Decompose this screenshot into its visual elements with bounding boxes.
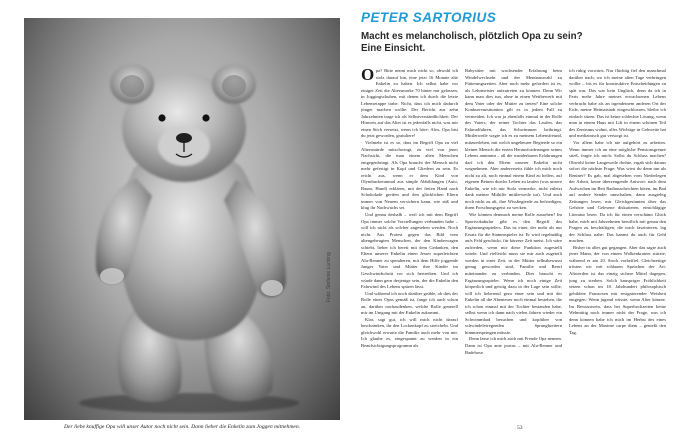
- paragraph: Und genau deshalb – weil ich mit dem Begriff Opa immer solche Vorstellungen verbunden habe – will ich nicht als solcher angesehen werden. Noch nicht. Aus Protest gegen das Bild vom altengebeugten Menschen, der den Kinderwagen schiebt, lieber ich bereit mit dem Gedanken, den Eltern unserer Enkelin einen Jesser superleichten Alu-Renner zu spendieren, mit dem Hilfe joggende Junger Vater und Mütter ihre Kinder im Geschwindschritt vor sich hertreiben. Und ich würde dann gern derjenige sein, der die Enkelin den Fahrwind des Lebens spüren lässt.: [361, 212, 458, 290]
- author-name: PETER SARTORIUS: [361, 10, 497, 25]
- paragraph: Vor allem habe ich nie aufgehört zu arbeiten. Wenn immer ich an eine mögliche Pensionsgrenze stieß, fragte ich mich: Sollst du Schluss machen? Obwohl keine Langeweile drohte, ergab sich daraus sofort die nächste Frage: Was wirst du denn tun als Rentner? Es gab, mal abgesehen vom Niederlegen der Arbeit, keine überzeugende Antwort: nach dem Aufwachen im Bett Radionachrichten hören, im Bad auf andere Sender umschalten, dann ausgiebig Zeitungen lesen, mir Gleichgesinnten über das Gehörte und Gelesene diskutieren, einschlägige Literatur lesen. Da ich für einen verschämt Glück habe, mich mit Jahrzehnten beruflich mit genau den Fragen zu beschäftigen, die mich faszinieren, lag der Schluss nahe: Das kannst du auch für Geld machen.: [569, 140, 666, 244]
- teddy-bear-icon: [24, 18, 340, 420]
- paragraph: Opa? Bitte nennt mich nicht so, obwohl ich stolz darauf bin, eine jetzt 16 Monate alte Enkelin zu haben. Ich selbst habe vor einiger Zeit die Altersmarke 70 hinter mir gelassen, in Joggingschuhen, mit denen ich durch die letzte Lebensetappe trabe. Nicht, dass ich mich dadurch jünger machen wollte. Der Bericht aus zehn Jahrzehnten trage ich als Selbstverständlichkeit. Der Hinweis auf das Alter ist es jedenfalls nicht, was mir einen Stich versetzt, wenn ich höre: Alex, Opa bist du jetzt geworden, gratuliere!: [361, 68, 458, 139]
- text-column-2: [465, 68, 562, 420]
- text-column-3: [569, 68, 666, 420]
- photo-caption: Der liebe knuffige Opa will unser Autor noch nicht sein. Dann lieber die Enkelin zum Joggen mitnehmen.: [64, 424, 301, 430]
- paragraph: Bisher ist alles gut gegangen. Aber das sagte auch jener Mann, der von einem Wolkenkratzer stürzte, während er am 20. Stock vorbeifiel. Gleichzeitige trösten wir mit schlauen Sprüchen der Art: Altwerden ist das einzig sichere Mittel dagegen, jung zu sterben. Solch knuspriger Fröhlichkeit setzen schon im 18. Jahrhundert philosophisch gebildete Franzosen mit resignierender Weisheit entgegen: Wenn jugend wüsste, wenn Alter könnte. Im Bewusstsein, dass bei Superhochzeiten keine Wehmütig noch immer nicht der Frage, was ich denn können habe ich mich im Herbst des eines Lebens an der Maxime carpe diem – genießt den Tag.: [569, 244, 666, 335]
- page-number: 53: [517, 425, 523, 431]
- photo-credit: Foto: Stefanie Lucking: [326, 252, 332, 302]
- paragraph: Denn lasse ich mich auch mit Freude Opa nennen. Dann ist Opa ante portas – mit Alu-Renner und Badehose.: [465, 336, 562, 355]
- drop-cap: O: [361, 68, 375, 84]
- headline-line-2: Eine Einsicht.: [361, 43, 426, 54]
- headline-line-1: Macht es melancholisch, plötzlich Opa zu sein?: [361, 31, 583, 42]
- paragraph: Babysitter mit wachsender Erfahrung beim Windelwechseln und der Menüauswahl zu Fütterungszeiten. Aber noch mehr gefordert ist es, als Lehrmeister aufzutreten zu können. Denn Wir kann man dies tun, ohne in einen Wettbewerb mit dem Vater oder der Mutter zu treten? Eine solche Konkurrenzsituation gilt es in jedem Fall zu vermeiden. Ich war ja ebenfalls einmal in der Rolle des Vaters, der seiner Tochter das Laufen, das Fahrradfahren, das Schwimmen beibringt. Mittlerweile wagte ich es zu meinem Lebensfreund, mitzuerleben, mit welch ungeheurer Begierde so ein kleiner Mensch die ersten Herausforderungen seines Lebens annimmt – all die wunderbaren Erfahrungen darf ich den Eltern unserer Enkelin nicht wegnehmen. Aber andererseits fühle ich mich noch nicht zu alt, noch einmal einem Kind zu helfen, auf eigenen Beinen durchs Leben zu laufen (was unsere Enkelin, wie ich mir Stolz vermerke, nicht zuletzt dank meiner Mithilfe mittlerweile tut). Und auch noch nicht zu alt, ihre Wissbegierde zu befriedigen, ihren Forschungsgeist zu wecken.: [465, 68, 562, 211]
- paragraph: ich ruhig vorwärts. Nur flüchtig fiel den manchmal darüber nach, wo ich meine alten Tage verbringen wollte – bis es für konstruktive Entscheidungen zu spät war. Das war kein Unglück, denn da ich in Paris mehr Jahre meines erwachsenen Lebens verbracht habe als an irgendeinem anderen Ort der Erde, meine Heimatstadt eingeschlossen, bleibe ich einfach sitzen. Das ist keine schlechte Lösung, wenn man in einem Haus mit Lift in einem schönen Teil des Zentrums wohnt, alles Wichtige in Gehweite hat und medizinisch gut versorgt ist.: [569, 68, 666, 139]
- paragraph: Und während ich noch darüber grüble, ob dies der Rolle eines Opas gemäß ist, fange ich auch schon an, darüber nachzudenken, welche Rolle generell mir im Umgang mit der Enkelin zukommt.: [361, 290, 458, 316]
- text-column-1: [361, 68, 458, 420]
- headline: [361, 31, 661, 55]
- paragraph: Wie können demnach meine Rolle aussehen? Im Sportvokabular gibt es den Begriff des Ergänzungsspielers. Das ist einer, der mehr als nur Ersatz für die Stammspieler ist. Er wird regelmäßig aufs Feld geschickt, für kürzere Zeit meist. Ich wäre zufrieden, wenn mir diese Funktion zugestellt würde. Und vielleicht muss sie mir auch zugeteilt werden in einer Zeit, in der Mütter selbstbewusst genug geworden sind, Familie und Beruf miteinander zu verbinden. Dies braucht es Ergänzungsspieler. Wenn ich noch einige Zeit körperlich und geistig dazu in der Lage sein sollte, will ich lieberend gern einer sein und mit der Enkelin all die Abenteuer noch einmal bestehen, die ich schon einmal mit der Tochter bestanden habe, selbst wenn ich dann nach vielen Jahren wieder ein Schwimmbad besuchen und kopfüber von schwindelerregenden Sprungbrettern hinunterspringen müsste.: [465, 212, 562, 335]
- paragraph: Vielmehr ist es so, dass im Begriff Opa zu viel Altersmürde mitschwingt, zu viel von jener Nachsicht, die man einem alten Menschen entgegenbringt. Als Opa braucht der Mensch nicht mehr gefestigt in Kopf und Gliedern zu sein. Es reicht aus, wenn er dem Kind von Olymbuckeranmal aus simple Abbildungen (Auto, Baum, Hund) erklären, mit der freien Hand nach Schokolade greifen und den glücklichen Eltern immer von Neuem versichern kann, wie süß und klug ihr Nachwuchs sei.: [361, 140, 458, 211]
- teddy-bear-photo: [24, 18, 340, 420]
- paragraph: Klar, sagt gut, ich will mich nicht darauf beschränken, ihr den Lockenkopf zu streicheln. Und gleichwohl erwarte die Familie auch mehr von mir. Ich glaube es, eingespannt zu werden in ein Beaufsichtigungsprogramm als: [361, 316, 458, 348]
